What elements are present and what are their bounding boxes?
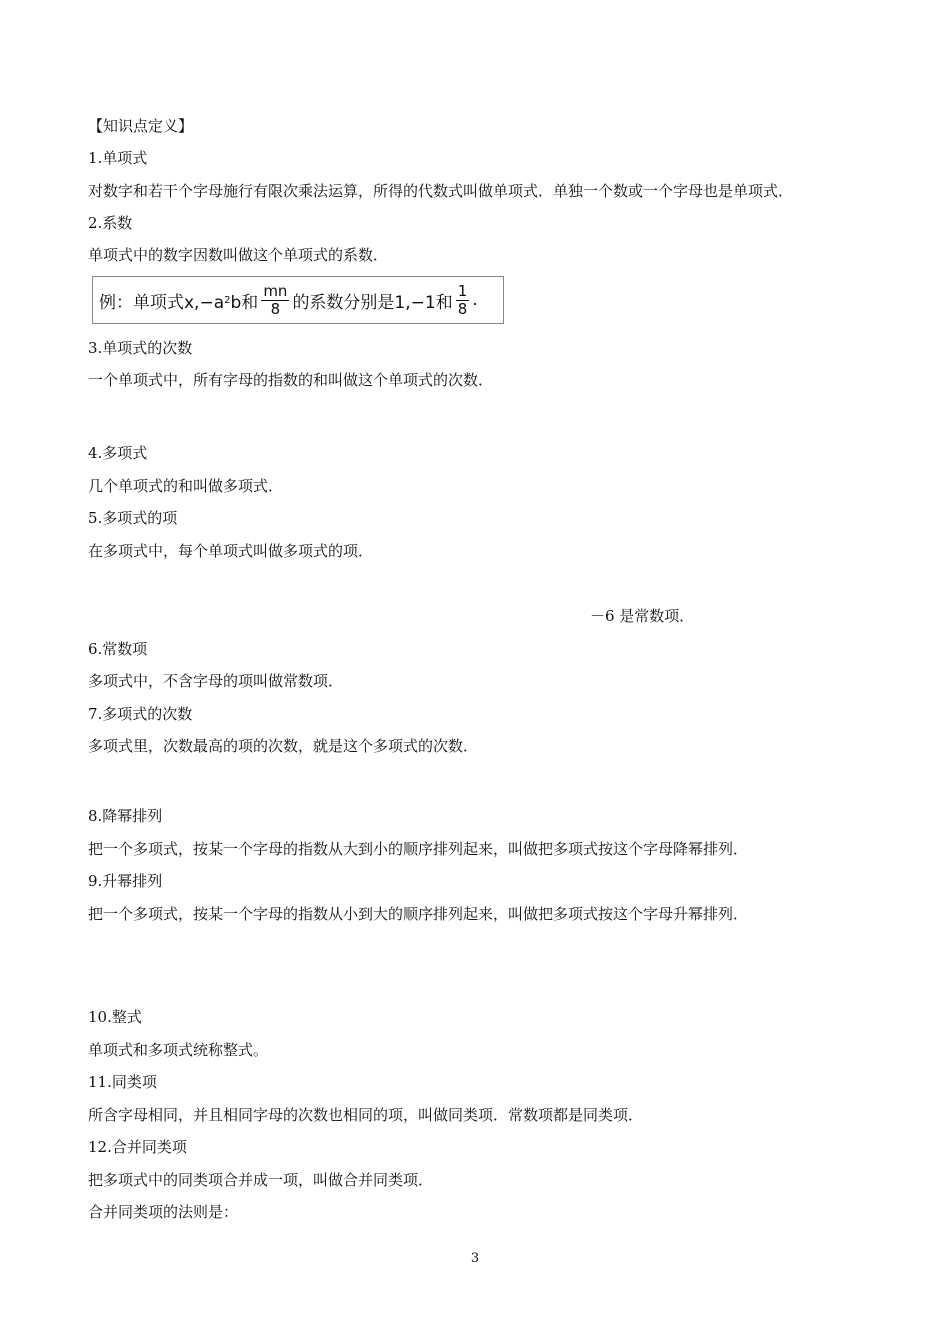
fraction-numerator: 1 [457, 281, 468, 300]
heading-like-terms: 11.同类项 [88, 1073, 157, 1091]
section-header: 【知识点定义】 [88, 117, 194, 135]
definition-monomial: 对数字和若干个字母施行有限次乘法运算，所得的代数式叫做单项式．单独一个数或一个字母也是单项式． [88, 182, 794, 200]
definition-monomial-degree: 一个单项式中，所有字母的指数的和叫做这个单项式的次数． [88, 371, 494, 389]
heading-polynomial-term: 5.多项式的项 [88, 509, 178, 527]
heading-combining-like-terms: 12.合并同类项 [88, 1138, 187, 1156]
example-suffix: . [472, 290, 478, 310]
heading-constant-term: 6.常数项 [88, 640, 148, 658]
definition-ascending-order: 把一个多项式，按某一个字母的指数从小到大的顺序排列起来，叫做把多项式按这个字母升幂排列． [88, 905, 749, 923]
heading-polynomial: 4.多项式 [88, 444, 148, 462]
example-fraction-mn-8 [261, 283, 289, 318]
example-mid2: 的系数分别是1,−1和 [292, 292, 453, 313]
definition-integral-expression: 单项式和多项式统称整式。 [88, 1041, 269, 1059]
fraction-numerator: mn [263, 281, 288, 300]
example-box [92, 276, 504, 324]
fraction-denominator: 8 [457, 299, 468, 318]
heading-polynomial-degree: 7.多项式的次数 [88, 705, 193, 723]
heading-integral-expression: 10.整式 [88, 1008, 142, 1026]
example-exponent: 2 [224, 294, 231, 306]
heading-monomial: 1.单项式 [88, 149, 148, 167]
heading-ascending-order: 9.升幂排列 [88, 872, 163, 890]
example-mid1: b和 [230, 292, 259, 313]
example-fraction-1-8 [456, 283, 470, 318]
page-number: 3 [470, 1251, 480, 1266]
definition-polynomial: 几个单项式的和叫做多项式． [88, 477, 284, 495]
definition-coefficient: 单项式中的数字因数叫做这个单项式的系数． [88, 246, 389, 264]
definition-descending-order: 把一个多项式，按某一个字母的指数从大到小的顺序排列起来，叫做把多项式按这个字母降幂排列． [88, 840, 749, 858]
definition-polynomial-term: 在多项式中，每个单项式叫做多项式的项． [88, 542, 374, 560]
combining-rule-intro: 合并同类项的法则是： [88, 1203, 239, 1221]
definition-like-terms: 所含字母相同，并且相同字母的次数也相同的项，叫做同类项．常数项都是同类项． [88, 1106, 644, 1124]
heading-descending-order: 8.降幂排列 [88, 807, 163, 825]
definition-combining-like-terms: 把多项式中的同类项合并成一项，叫做合并同类项． [88, 1171, 434, 1189]
constant-term-note: －6 是常数项． [590, 607, 695, 625]
fraction-denominator: 8 [270, 299, 281, 318]
definition-constant-term: 多项式中，不含字母的项叫做常数项． [88, 672, 344, 690]
heading-coefficient: 2.系数 [88, 214, 133, 232]
definition-polynomial-degree: 多项式里，次数最高的项的次数，就是这个多项式的次数． [88, 737, 479, 755]
example-prefix: 例：单项式x,−a [99, 292, 225, 313]
heading-monomial-degree: 3.单项式的次数 [88, 339, 193, 357]
